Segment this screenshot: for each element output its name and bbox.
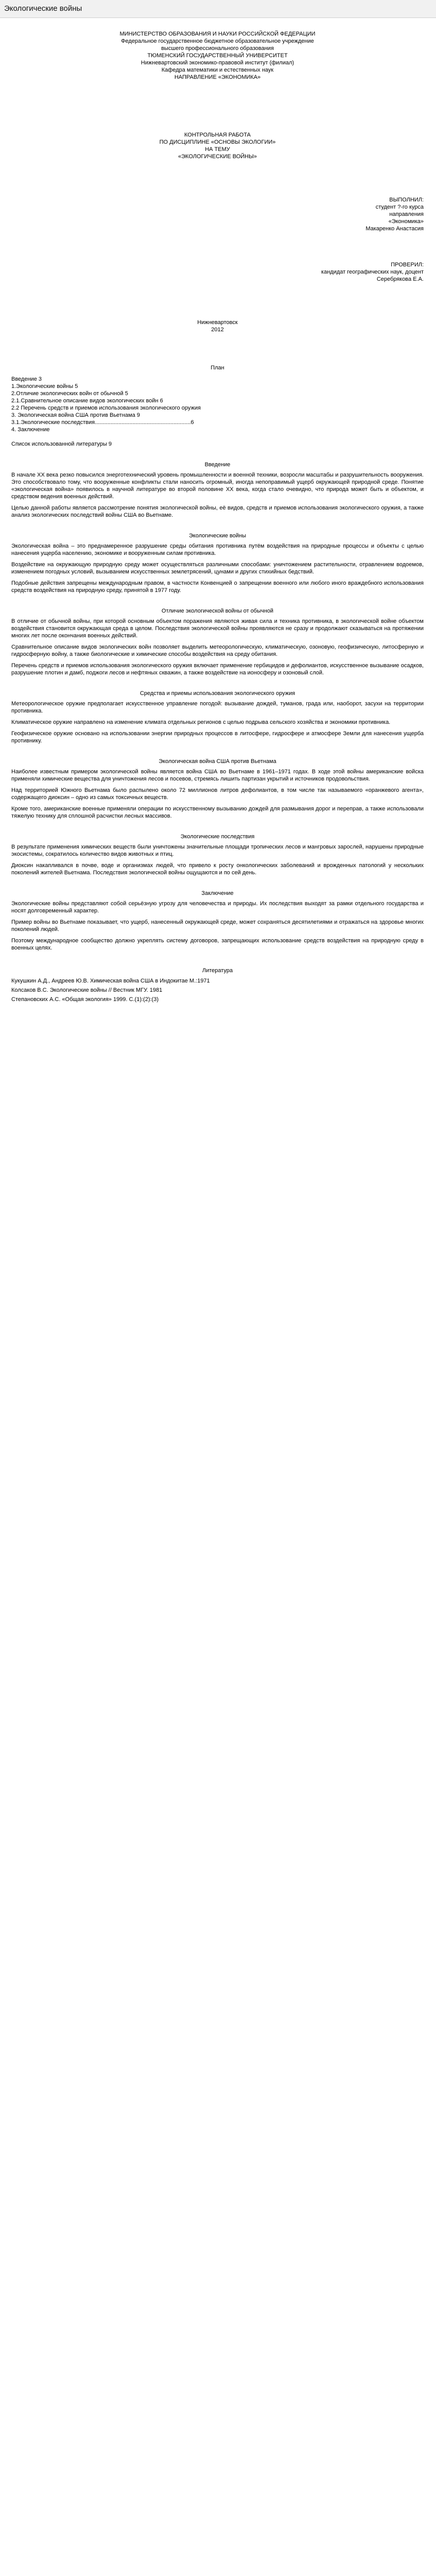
paragraph: Сравнительное описание видов экологических войн позволяет выделить метеорологическую, климатическую, озоновую, геофизическую, литосферную и гидросферную войну, а также биологические и химические способы воздействия на среду обитания.: [11, 644, 424, 657]
section-classification: [11, 607, 424, 676]
discipline-line: ПО ДИСЦИПЛИНЕ «ОСНОВЫ ЭКОЛОГИИ»: [159, 139, 276, 145]
section-heading: Экологические последствия: [180, 834, 255, 840]
section-vietnam: [11, 758, 424, 820]
student-name: Макаренко Анастасия: [365, 226, 424, 232]
paragraph: Экологические войны представляют собой серьёзную угрозу для человечества и природы. Их последствия выходят за рамки отдельного государства и носят долговременный характер.: [11, 901, 424, 914]
section-heading: Экологические войны: [189, 533, 246, 539]
paragraph: Экологическая война – это преднамеренное разрушение среды обитания противника путём воздействия на природные процессы и объекты с целью нанесения ущерба населению, экономике и вооруженным силам противника.: [11, 543, 424, 556]
section-heading: Средства и приемы использования экологического оружия: [139, 690, 295, 697]
checked-label: ПРОВЕРИЛ:: [391, 262, 424, 268]
paragraph: Поэтому международное сообщество должно укреплять систему договоров, запрещающих использование средств воздействия на природную среду в военных целях.: [11, 938, 424, 951]
section-heading: Заключение: [201, 890, 234, 896]
topic-title: «ЭКОЛОГИЧЕСКИЕ ВОЙНЫ»: [178, 154, 257, 160]
student-direction: направления: [389, 211, 424, 217]
ministry-line: МИНИСТЕРСТВО ОБРАЗОВАНИЯ И НАУКИ РОССИЙСКОЙ ФЕДЕРАЦИИ: [119, 31, 316, 37]
toc-item: 1.Экологические войны 5: [11, 383, 78, 389]
department-line: Кафедра математики и естественных наук: [161, 67, 274, 73]
paragraph: Целью данной работы является рассмотрение понятия экологической войны, её видов, средств и приемов использования экологического оружия, а также анализ экологических последствий войны США во Вьетнаме.: [11, 505, 424, 518]
paragraph: Диоксин накапливался в почве, воде и организмах людей, что привело к росту онкологических заболеваний и врожденных патологий у нескольких поколений жителей Вьетнама. Последствия экологической войны ощущаются и по сей день.: [11, 862, 424, 876]
section-heading: Введение: [204, 462, 231, 468]
city-line: Нижневартовск: [197, 319, 238, 326]
toc-item: [11, 433, 424, 440]
toc-item: 4. Заключение: [11, 427, 50, 433]
document-body: [0, 18, 436, 1003]
reference-item: Колсаков В.С. Экологические войны // Вестник МГУ. 1981: [11, 987, 163, 993]
paragraph: В результате применения химических веществ были уничтожены значительные площади тропических лесов и мангровых зарослей, нарушены природные экосистемы, сократилось количество видов животных и птиц.: [11, 844, 424, 857]
agency-line: Федеральное государственное бюджетное образовательное учреждение: [121, 38, 314, 44]
checker-name: Серебрякова Е.А.: [376, 276, 424, 282]
section-consequences: [11, 833, 424, 876]
paragraph: Воздействие на окружающую природную среду может осуществляться различными способами: уничтожением растительности, отравлением водоемов, изменением погодных условий, вызыванием искусственных землетрясений, цунами и других стихийных бедствий.: [11, 562, 424, 575]
bibliography-heading: Литература: [202, 968, 233, 974]
paragraph: Перечень средств и приемов использования экологического оружия включает применение гербицидов и дефолиантов, искусственное вызывание осадков, разрушение плотин и дамб, поджоги лесов и нефтяных скважин, а также воздействие на ионосферу и озоновый слой.: [11, 663, 424, 676]
toc-item: Введение 3: [11, 376, 42, 382]
section-ecological-wars: [11, 532, 424, 594]
toc-item: 2.1.Сравнительное описание видов экологических войн 6: [11, 398, 163, 404]
topic-label: НА ТЕМУ: [205, 146, 230, 152]
section-heading: Отличие экологической войны от обычной: [161, 608, 274, 614]
reference-item: Степановских А.С. «Общая экология» 1999. С.(1):(2):(3): [11, 996, 159, 1003]
university-line: ТЮМЕНСКИЙ ГОСУДАРСТВЕННЫЙ УНИВЕРСИТЕТ: [147, 53, 288, 59]
checker-degree: кандидат географических наук, доцент: [321, 269, 424, 275]
reference-item: Кукушкин А.Д., Андреев Ю.В. Химическая война США в Индокитае М.:1971: [11, 978, 210, 984]
student-profile: «Экономика»: [388, 218, 424, 225]
paragraph: Метеорологическое оружие предполагает искусственное управление погодой: вызывание дождей, туманов, града или, наоборот, засухи на территории противника.: [11, 701, 424, 714]
paragraph: Наиболее известным примером экологической войны является война США во Вьетнаме в 1961–1971 годах. В ходе этой войны американские войска применяли химические вещества для уничтожения лесов и посевов, стремясь лишить партизан укрытий и источников продовольствия.: [11, 769, 424, 782]
toc-item: 3. Экологическая война США против Вьетнама 9: [11, 412, 140, 418]
education-line: высшего профессионального образования: [161, 45, 274, 52]
performed-label: ВЫПОЛНИЛ:: [389, 197, 424, 203]
student-course: студент ?-го курса: [375, 204, 424, 210]
toc-item: Список использованной литературы 9: [11, 441, 112, 447]
institute-line: Нижневартовский экономико-правовой институт (филиал): [141, 60, 294, 66]
section-introduction: [11, 461, 424, 519]
toc-item: 3.1.Экологические последствия.............................................................6: [11, 419, 194, 426]
paragraph: Кроме того, американские военные применяли операции по искусственному вызыванию дождей для размывания дорог и переправ, а также использовали тяжелую технику для сплошной расчистки лесных массивов.: [11, 806, 424, 819]
work-type: КОНТРОЛЬНАЯ РАБОТА: [184, 132, 251, 138]
year-line: 2012: [211, 327, 224, 333]
toc-item: 2.2 Перечень средств и приемов использования экологического оружия: [11, 405, 201, 411]
paragraph: Над территорией Южного Вьетнама было распылено около 72 миллионов литров дефолиантов, в том числе так называемого «оранжевого агента», содержащего диоксин – одно из самых токсичных веществ.: [11, 787, 424, 801]
paragraph: Пример войны во Вьетнаме показывает, что ущерб, нанесенный окружающей среде, может сохраняться десятилетиями и отражаться на здоровье многих поколений людей.: [11, 919, 424, 933]
table-of-contents: [11, 376, 424, 448]
title-page: [11, 18, 424, 333]
bibliography: [11, 967, 424, 1003]
direction-line: НАПРАВЛЕНИЕ «ЭКОНОМИКА»: [174, 74, 261, 80]
paragraph: В отличие от обычной войны, при которой основным объектом поражения являются живая сила и техника противника, в экологической войне объектом воздействия становится окружающая среда в целом. Последствия экологической войны проявляются не сразу и продолжают сказываться на протяжении многих лет после окончания военных действий.: [11, 618, 424, 639]
paragraph: Климатическое оружие направлено на изменение климата отдельных регионов с целью подрыва сельского хозяйства и экономики противника.: [11, 719, 391, 725]
section-heading: Экологическая война США против Вьетнама: [159, 758, 276, 765]
toc-item: 2.Отличие экологических войн от обычной 5: [11, 391, 128, 397]
section-conclusion: [11, 890, 424, 952]
paragraph: Подобные действия запрещены международным правом, в частности Конвенцией о запрещении военного или любого иного враждебного использования средств воздействия на природную среду, принятой в 1977 году.: [11, 580, 424, 594]
paragraph: В начале XX века резко повысился энерготехнический уровень промышленности и военной техники, возросли масштабы и разрушительность вооружения. Это способствовало тому, что вооруженные конфликты стали наносить огромный, иногда непоправимый ущерб окружающей природной среде. Понятие «экологическая война» появилось в научной литературе во второй половине XX века, когда стало очевидно, что природа может быть и объектом, и средством ведения военных действий.: [11, 472, 424, 500]
site-title: Экологические войны: [0, 0, 436, 18]
paragraph: Геофизическое оружие основано на использовании энергии природных процессов в литосфере, гидросфере и атмосфере Земли для нанесения ущерба противнику.: [11, 731, 424, 744]
contents-title: План: [211, 365, 224, 371]
section-weapon-types: [11, 690, 424, 744]
